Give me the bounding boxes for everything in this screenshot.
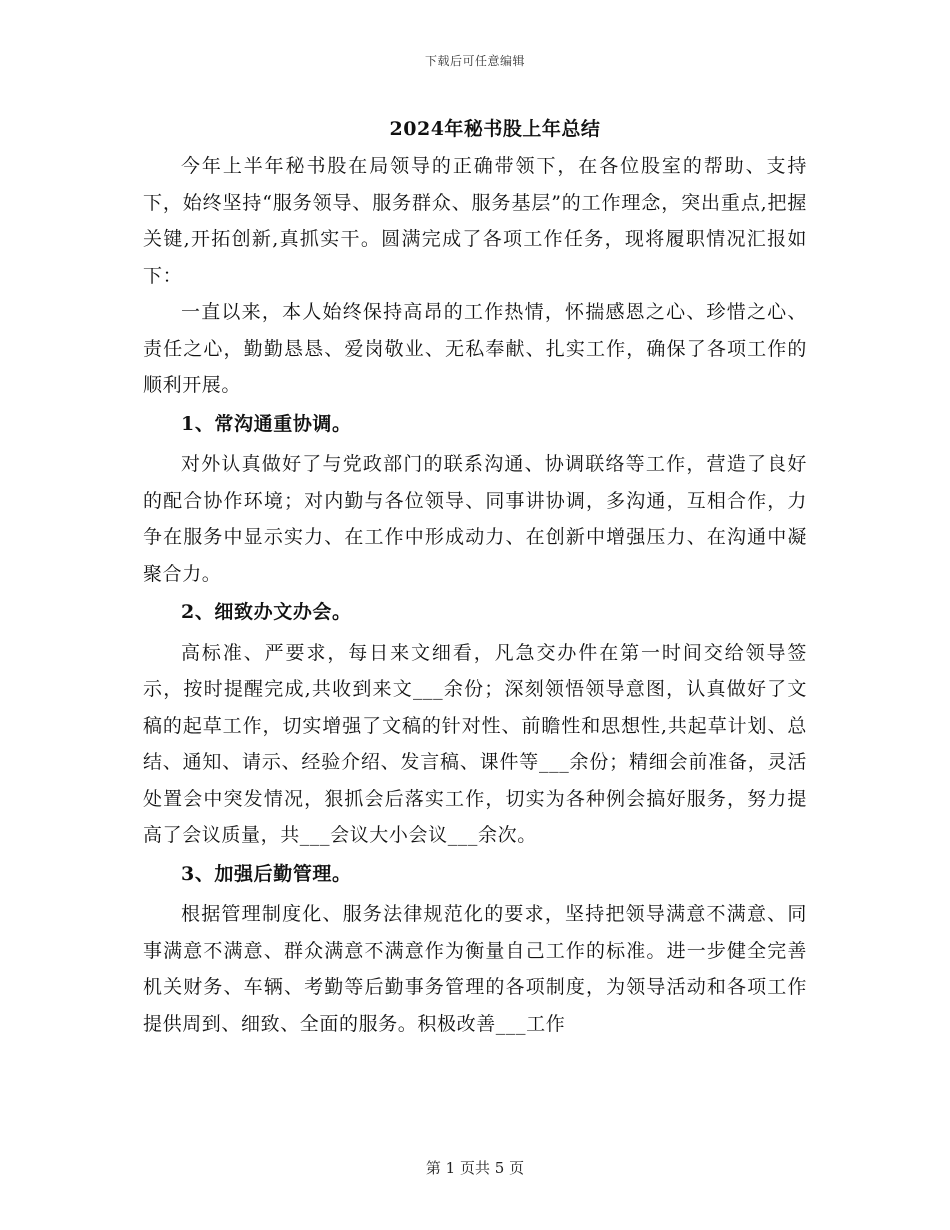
document-body xyxy=(143,148,807,1042)
paragraph-communication: 对外认真做好了与党政部门的联系沟通、协调联络等工作，营造了良好的配合协作环境；对内勤与各位领导、同事讲协调，多沟通，互相合作，力争在服务中显示实力、在工作中形成动力、在创新中增强压力、在沟通中凝聚合力。 xyxy=(143,453,807,585)
paragraph-documents-meetings: 高标准、严要求，每日来文细看，凡急交办件在第一时间交给领导签示，按时提醒完成,共收到来文___余份；深刻领悟领导意图，认真做好了文稿的起草工作，切实增强了文稿的针对性、前瞻性和思想性,共起草计划、总结、通知、请示、经验介绍、发言稿、课件等___余份；精细会前准备，灵活处置会中突发情况，狠抓会后落实工作，切实为各种例会搞好服务，努力提高了会议质量，共___会议大小会议___余次。 xyxy=(143,641,807,846)
header-note: 下载后可任意编辑 xyxy=(424,54,525,68)
document-title: 2024年秘书股上年总结 xyxy=(389,118,601,140)
section-heading-1: 1、常沟通重协调。 xyxy=(181,412,352,435)
page-footer: 第 1 页共 5 页 xyxy=(425,1159,525,1177)
paragraph-logistics: 根据管理制度化、服务法律规范化的要求，坚持把领导满意不满意、同事满意不满意、群众满意不满意作为衡量自己工作的标准。进一步健全完善机关财务、车辆、考勤等后勤事务管理的各项制度，为领导活动和各项工作提供周到、细致、全面的服务。积极改善___工作 xyxy=(143,903,807,1035)
section-heading-2: 2、细致办文办会。 xyxy=(181,601,352,623)
section-heading-3: 3、加强后勤管理。 xyxy=(181,862,352,885)
paragraph-intro: 今年上半年秘书股在局领导的正确带领下，在各位股室的帮助、支持下，始终坚持“服务领导、服务群众、服务基层”的工作理念，突出重点,把握关键,开拓创新,真抓实干。圆满完成了各项工作任务，现将履职情况汇报如下： xyxy=(143,155,807,287)
paragraph-attitude: 一直以来，本人始终保持高昂的工作热情，怀揣感恩之心、珍惜之心、责任之心，勤勤恳恳、爱岗敬业、无私奉献、扎实工作，确保了各项工作的顺利开展。 xyxy=(143,301,807,396)
